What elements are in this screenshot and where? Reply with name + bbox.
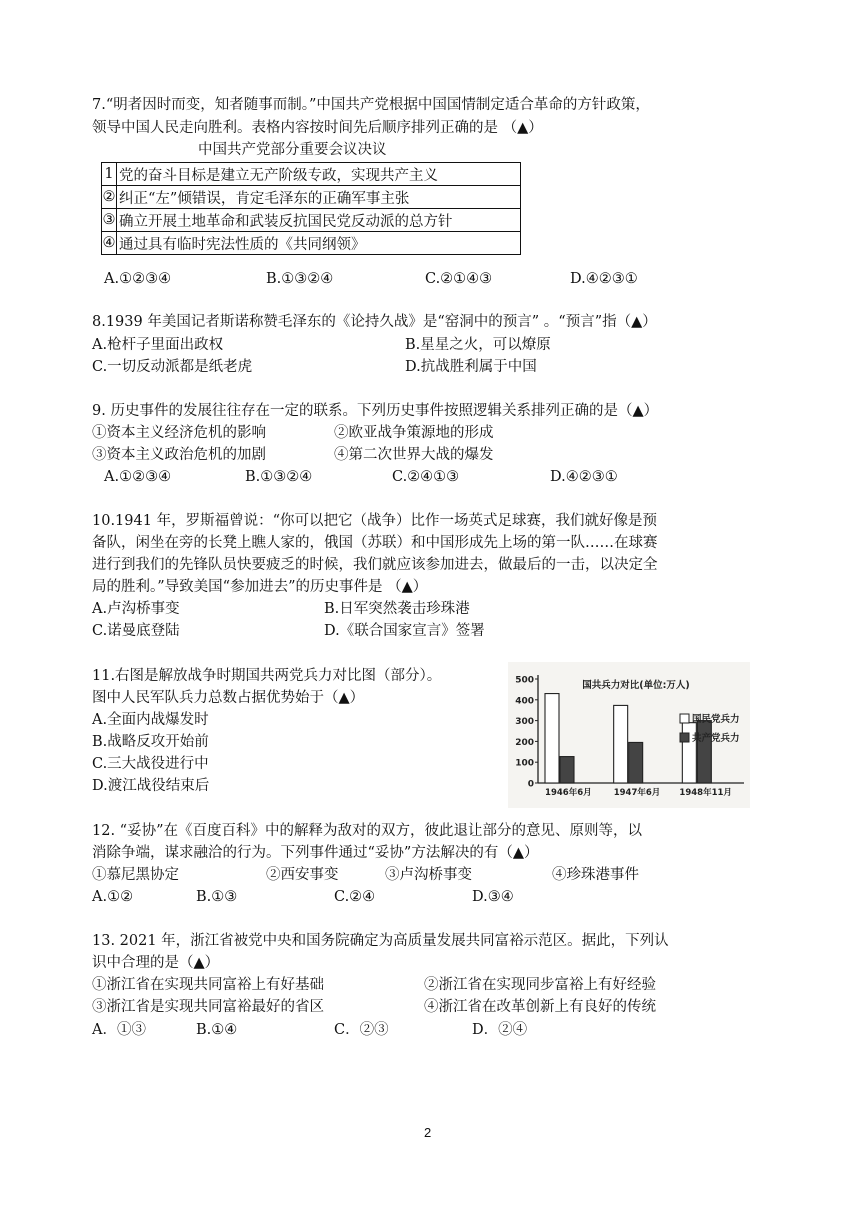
- q9-item-3: ③资本主义政治危机的加剧: [92, 447, 266, 463]
- q11-option-d[interactable]: D.渡江战役结束后: [92, 778, 210, 794]
- q13-option-c[interactable]: C．②③: [334, 1022, 389, 1038]
- page-number: 2: [424, 1125, 432, 1140]
- q13-item-2: ②浙江省在实现同步富裕上有好经验: [424, 977, 656, 993]
- q10-stem-line1: 10.1941 年，罗斯福曾说：“你可以把它（战争）比作一场英式足球赛，我们就好像是预: [92, 513, 657, 529]
- row-number: ③: [102, 209, 117, 232]
- y-tick-label: 400: [515, 696, 534, 707]
- q13-stem-line1: 13. 2021 年，浙江省被党中央和国务院确定为高质量发展共同富裕示范区。据此，下列认: [92, 933, 669, 949]
- q12-item-3: ③卢沟桥事变: [385, 867, 472, 883]
- row-text: 党的奋斗目标是建立无产阶级专政，实现共产主义: [117, 163, 521, 186]
- q9-item-1: ①资本主义经济危机的影响: [92, 425, 266, 441]
- q9-option-a[interactable]: A.①②③④: [104, 469, 172, 485]
- y-tick-label: 500: [515, 675, 534, 686]
- legend-label: 国民党兵力: [692, 714, 740, 725]
- q8-stem: 8.1939 年美国记者斯诺称赞毛泽东的《论持久战》是“窑洞中的预言” 。“预言”指（▲）: [92, 314, 657, 330]
- q10-option-c[interactable]: C.诺曼底登陆: [92, 623, 180, 639]
- q10-stem-line4: 局的胜利。”导致美国“参加进去”的历史事件是 （▲）: [92, 579, 428, 595]
- q9-option-c[interactable]: C.②④①③: [392, 469, 460, 485]
- q12-item-4: ④珍珠港事件: [552, 867, 639, 883]
- q9-option-d[interactable]: D.④②③①: [550, 469, 618, 485]
- q10-stem-line2: 备队，闲坐在旁的长凳上瞧人家的，俄国（苏联）和中国形成先上场的第一队……在球赛: [92, 535, 658, 551]
- table-row: [102, 186, 521, 209]
- row-number: 1: [102, 163, 117, 186]
- bar-kmt: [545, 694, 559, 783]
- table-row: [102, 163, 521, 186]
- q12-stem-line1: 12. “妥协”在《百度百科》中的解释为敌对的双方，彼此退让部分的意见、原则等，以: [92, 823, 642, 839]
- q8-option-a[interactable]: A.枪杆子里面出政权: [92, 337, 224, 353]
- q9-item-4: ④第二次世界大战的爆发: [334, 447, 494, 463]
- q12-option-c[interactable]: C.②④: [334, 889, 376, 905]
- bar-kmt: [682, 723, 696, 783]
- table-row: [102, 232, 521, 255]
- y-tick-label: 300: [515, 717, 534, 728]
- q7-stem-line2: 领导中国人民走向胜利。表格内容按时间先后顺序排列正确的是 （▲）: [92, 120, 543, 136]
- q13-option-a[interactable]: A．①③: [92, 1022, 146, 1038]
- x-tick-label: 1946年6月: [545, 788, 592, 798]
- y-tick-label: 100: [515, 758, 534, 769]
- q8-option-b[interactable]: B.星星之火，可以燎原: [405, 337, 551, 353]
- bar-cpc: [560, 757, 574, 783]
- q12-item-1: ①慕尼黑协定: [92, 867, 179, 883]
- q7-table-title: 中国共产党部分重要会议决议: [198, 142, 387, 158]
- q7-stem-line1: 7.“明者因时而变，知者随事而制。”中国共产党根据中国国情制定适合革命的方针政策，: [92, 97, 650, 113]
- chart-title: 国共兵力对比(单位:万人): [582, 680, 690, 691]
- q12-option-b[interactable]: B.①③: [196, 889, 238, 905]
- q9-option-b[interactable]: B.①③②④: [245, 469, 313, 485]
- bar-cpc: [629, 742, 643, 783]
- q12-option-d[interactable]: D.③④: [472, 889, 514, 905]
- y-tick-label: 200: [515, 737, 534, 748]
- legend-swatch: [680, 733, 689, 742]
- q13-item-1: ①浙江省在实现共同富裕上有好基础: [92, 977, 324, 993]
- q11-option-a[interactable]: A.全面内战爆发时: [92, 712, 209, 728]
- force-comparison-chart: [508, 662, 750, 808]
- q11-stem-line2: 图中人民军队兵力总数占据优势始于（▲）: [92, 690, 365, 706]
- q7-option-b[interactable]: B.①③②④: [266, 271, 334, 287]
- q8-option-d[interactable]: D.抗战胜利属于中国: [405, 359, 537, 375]
- q7-option-d[interactable]: D.④②③①: [570, 271, 638, 287]
- q8-option-c[interactable]: C.一切反动派都是纸老虎: [92, 359, 253, 375]
- q7-option-a[interactable]: A.①②③④: [104, 271, 172, 287]
- row-text: 通过具有临时宪法性质的《共同纲领》: [117, 232, 521, 255]
- q13-item-4: ④浙江省在改革创新上有良好的传统: [424, 999, 656, 1015]
- q9-stem: 9. 历史事件的发展往往存在一定的联系。下列历史事件按照逻辑关系排列正确的是（▲）: [92, 403, 659, 419]
- q13-option-b[interactable]: B.①④: [196, 1022, 238, 1038]
- q11-option-b[interactable]: B.战略反攻开始前: [92, 734, 209, 750]
- q13-stem-line2: 识中合理的是（▲）: [92, 955, 220, 971]
- q12-stem-line2: 消除争端，谋求融洽的行为。下列事件通过“妥协”方法解决的有（▲）: [92, 845, 539, 861]
- bar-kmt: [614, 705, 628, 783]
- q11-option-c[interactable]: C.三大战役进行中: [92, 756, 209, 772]
- q9-item-2: ②欧亚战争策源地的形成: [334, 425, 494, 441]
- q10-stem-line3: 进行到我们的先锋队员快要疲乏的时候，我们就应该参加进去，做最后的一击，以决定全: [92, 557, 658, 573]
- chart-svg: [508, 662, 750, 808]
- table-row: [102, 209, 521, 232]
- q13-option-d[interactable]: D．②④: [472, 1022, 528, 1038]
- q7-option-c[interactable]: C.②①④③: [425, 271, 493, 287]
- q10-option-b[interactable]: B.日军突然袭击珍珠港: [324, 601, 470, 617]
- row-number: ④: [102, 232, 117, 255]
- y-tick-label: 0: [527, 779, 534, 790]
- bar-cpc: [697, 721, 711, 783]
- legend-label: 共产党兵力: [692, 733, 740, 744]
- q7-resolution-table: [101, 162, 521, 255]
- x-tick-label: 1948年11月: [679, 788, 732, 798]
- q13-item-3: ③浙江省是实现共同富裕最好的省区: [92, 999, 324, 1015]
- q10-option-a[interactable]: A.卢沟桥事变: [92, 601, 180, 617]
- q12-item-2: ②西安事变: [266, 867, 339, 883]
- q12-option-a[interactable]: A.①②: [92, 889, 134, 905]
- legend-swatch: [680, 714, 689, 723]
- row-text: 纠正“左”倾错误，肯定毛泽东的正确军事主张: [117, 186, 521, 209]
- q11-stem-line1: 11.右图是解放战争时期国共两党兵力对比图（部分）。: [92, 668, 442, 684]
- q10-option-d[interactable]: D.《联合国家宣言》签署: [324, 623, 485, 639]
- row-text: 确立开展土地革命和武装反抗国民党反动派的总方针: [117, 209, 521, 232]
- x-tick-label: 1947年6月: [613, 788, 661, 798]
- row-number: ②: [102, 186, 117, 209]
